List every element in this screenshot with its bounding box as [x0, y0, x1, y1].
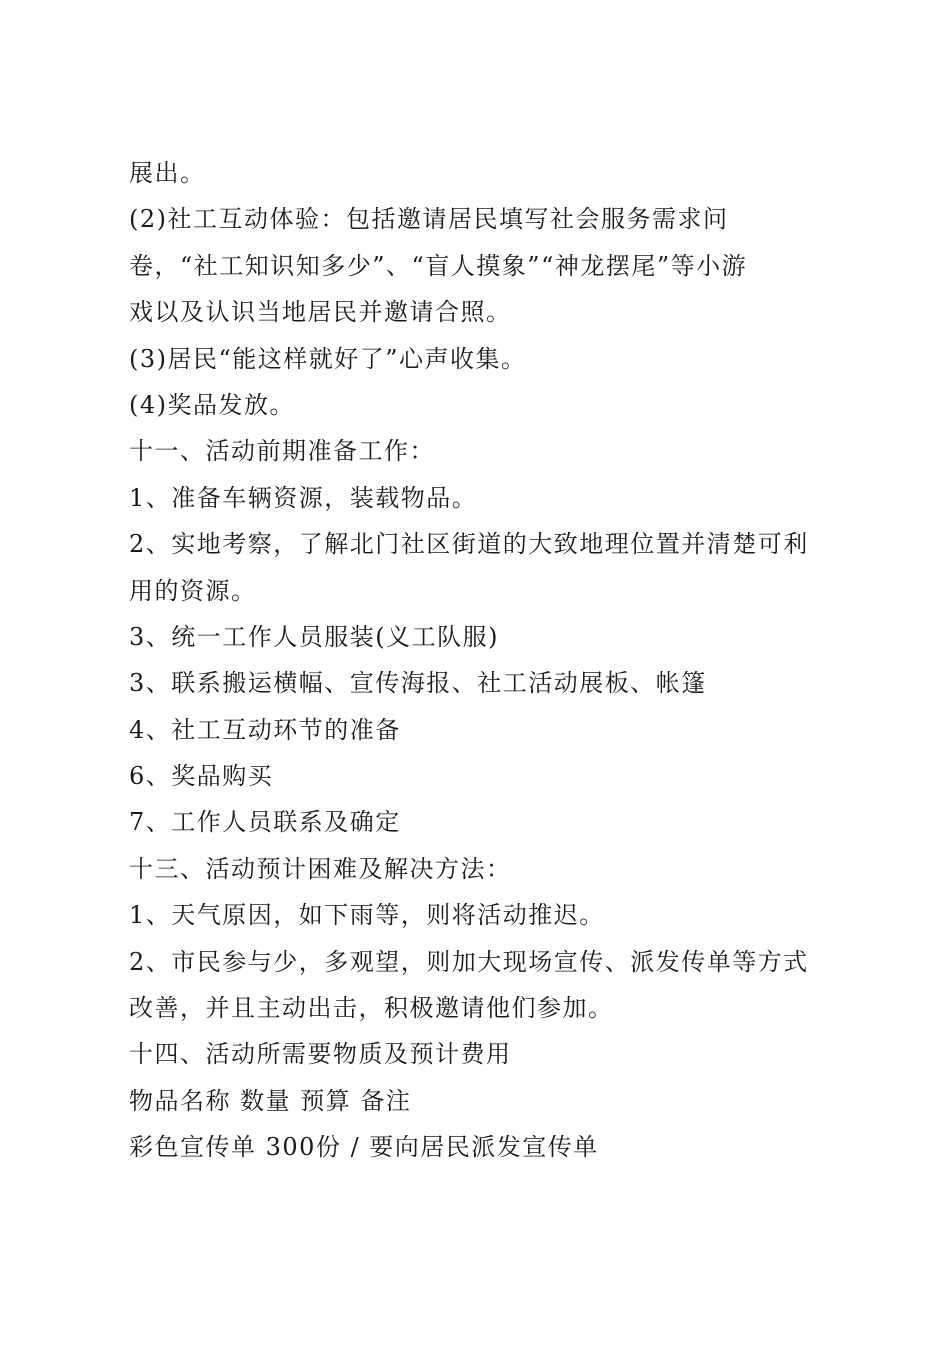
document-body [129, 150, 829, 1171]
text-line: (2)社工互动体验：包括邀请居民填写社会服务需求问 [129, 205, 729, 234]
table-header-line: 物品名称 数量 预算 备注 [129, 1086, 412, 1115]
text-line: 2、市民参与少，多观望，则加大现场宣传、派发传单等方式 [129, 947, 809, 976]
text-line: 1、天气原因，如下雨等，则将活动推迟。 [129, 901, 605, 930]
text-line: 4、社工互动环节的准备 [129, 715, 401, 744]
text-line: 2、实地考察，了解北门社区街道的大致地理位置并清楚可利 [129, 530, 809, 559]
text-line: (3)居民“能这样就好了”心声收集。 [129, 344, 527, 373]
text-line: 7、工作人员联系及确定 [129, 808, 401, 837]
text-line: 戏以及认识当地居民并邀请合照。 [129, 298, 512, 327]
text-line: 1、准备车辆资源，装载物品。 [129, 483, 478, 512]
text-line: 3、联系搬运横幅、宣传海报、社工活动展板、帐篷 [129, 669, 707, 698]
text-line: 3、统一工作人员服装(义工队服) [129, 622, 499, 651]
text-line: 卷，“社工知识知多少”、“盲人摸象”“神龙摆尾”等小游 [129, 251, 748, 280]
text-line: 用的资源。 [129, 576, 257, 605]
text-line: 改善，并且主动出击，积极邀请他们参加。 [129, 994, 614, 1023]
text-line: 6、奖品购买 [129, 762, 274, 791]
text-line: 展出。 [129, 159, 206, 187]
table-row-line: 彩色宣传单 300份 / 要向居民派发宣传单 [129, 1133, 599, 1162]
section-heading: 十四、活动所需要物质及预计费用 [129, 1040, 512, 1069]
section-heading: 十一、活动前期准备工作： [129, 437, 435, 466]
text-line: (4)奖品发放。 [129, 390, 295, 419]
section-heading: 十三、活动预计困难及解决方法： [129, 854, 512, 883]
